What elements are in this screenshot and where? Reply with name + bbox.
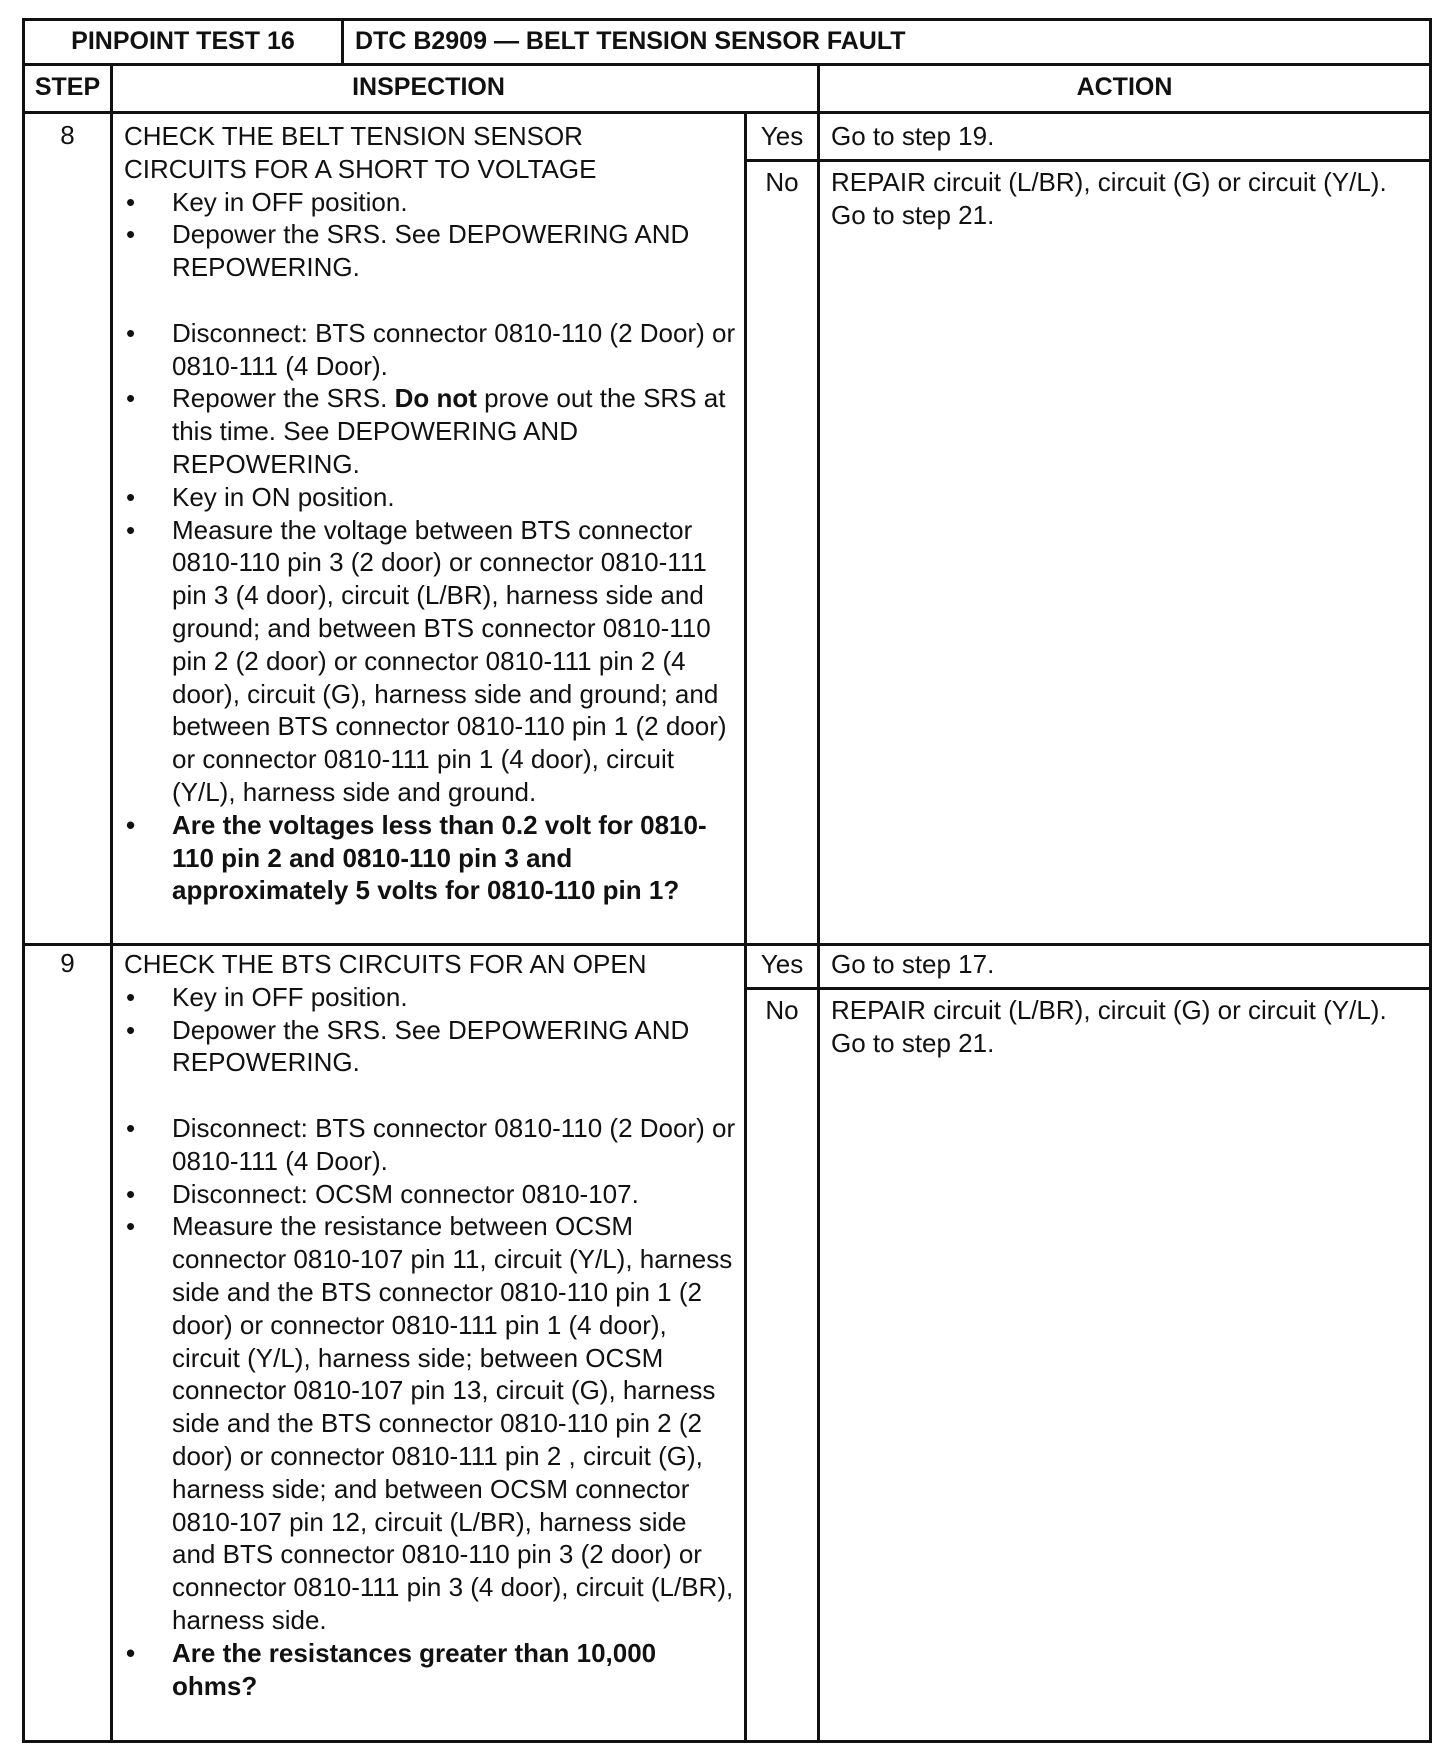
no-label: No [765, 995, 799, 1025]
inspection-title: CHECK THE BTS CIRCUITS FOR AN OPEN [124, 949, 647, 979]
list-item: • Depower the SRS. See DEPOWERING AND REPOWERING. [124, 1014, 736, 1080]
inspection-cell [124, 120, 736, 907]
no-action: REPAIR circuit (L/BR), circuit (G) or circuit (Y/L). Go to step 21. [831, 167, 1387, 230]
list-item: • Depower the SRS. See DEPOWERING AND REPOWERING. [124, 218, 736, 284]
dtc-title: DTC B2909 — BELT TENSION SENSOR FAULT [355, 27, 906, 55]
pinpoint-test-table [22, 18, 1432, 1743]
list-item: • Disconnect: BTS connector 0810-110 (2 Door) or 0810-111 (4 Door). [124, 317, 736, 383]
list-item-question: • Are the voltages less than 0.2 volt for 0810-110 pin 2 and 0810-110 pin 3 and approximately 5 volts for 0810-110 pin 1? [124, 809, 736, 907]
inspection-title: CHECK THE BELT TENSION SENSOR CIRCUITS FOR A SHORT TO VOLTAGE [124, 121, 597, 184]
list-item-question: • Are the resistances greater than 10,000 ohms? [124, 1637, 736, 1703]
list-item: • Measure the voltage between BTS connector 0810-110 pin 3 (2 door) or connector 0810-111 pin 3 (4 door), circuit (L/BR), harness side and ground; and between BTS connector 0810-110 pin 2 (2 door) or connector 0810-111 pin 2 (4 door), circuit (G), harness side and ground; and between BTS connector 0810-110 pin 1 (2 door) or connector 0810-111 pin 1 (4 door), circuit (Y/L), harness side and ground. [124, 514, 736, 809]
list-item: • Key in OFF position. [124, 186, 736, 219]
list-spacer [124, 284, 736, 317]
action-column-header: ACTION [1076, 73, 1173, 101]
no-action: REPAIR circuit (L/BR), circuit (G) or circuit (Y/L). Go to step 21. [831, 995, 1387, 1058]
list-item: • Repower the SRS. Do not prove out the SRS at this time. See DEPOWERING AND REPOWERING. [124, 382, 736, 480]
list-item: • Key in ON position. [124, 481, 736, 514]
inspection-cell [124, 948, 736, 1702]
emphasis-text: Do not [394, 383, 477, 414]
row-divider [25, 943, 1429, 946]
yes-action: Go to step 19. [831, 121, 995, 151]
list-item: • Key in OFF position. [124, 981, 736, 1014]
step-number: 9 [60, 948, 75, 978]
list-spacer [124, 1079, 736, 1112]
step-column-header: STEP [34, 73, 101, 101]
list-item: • Disconnect: BTS connector 0810-110 (2 Door) or 0810-111 (4 Door). [124, 1112, 736, 1178]
list-item: • Disconnect: OCSM connector 0810-107. [124, 1178, 736, 1211]
header-split [341, 21, 344, 63]
no-label: No [765, 167, 799, 197]
column-header-divider [25, 111, 1429, 114]
row9-yes-no-divider [744, 987, 1429, 990]
yes-action: Go to step 17. [831, 949, 995, 979]
header-divider [25, 63, 1429, 66]
yes-label: Yes [760, 121, 804, 151]
action-column-border [817, 63, 820, 1743]
list-item: • Measure the resistance between OCSM connector 0810-107 pin 11, circuit (Y/L), harness side and the BTS connector 0810-110 pin 1 (2 door) or connector 0810-111 pin 1 (4 door), circuit (Y/L), harness side; between OCSM connector 0810-107 pin 13, circuit (G), harness side and the BTS connector 0810-110 pin 2 (2 door) or connector 0810-111 pin 2 , circuit (G), harness side; and between OCSM connector 0810-107 pin 12, circuit (L/BR), harness side and BTS connector 0810-110 pin 3 (2 door) or connector 0810-111 pin 3 (4 door), circuit (L/BR), harness side. [124, 1210, 736, 1636]
yes-label: Yes [760, 949, 804, 979]
step-number: 8 [60, 120, 75, 150]
inspection-steps [124, 186, 736, 908]
test-label: PINPOINT TEST 16 [71, 27, 295, 55]
row8-yes-no-divider [744, 159, 1429, 162]
inspection-column-header: INSPECTION [352, 73, 505, 101]
inspection-steps [124, 981, 736, 1703]
step-column-border [110, 63, 113, 1743]
inspection-column-border [744, 111, 747, 1743]
